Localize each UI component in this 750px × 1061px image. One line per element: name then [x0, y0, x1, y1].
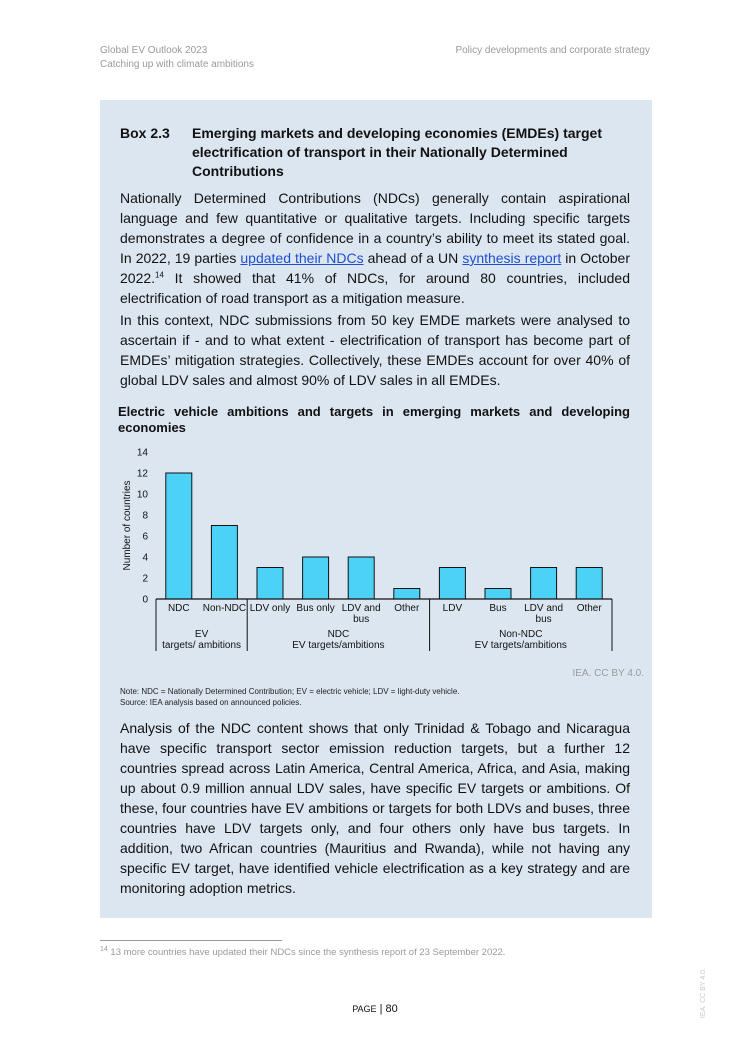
chapter-title: Catching up with climate ambitions	[100, 59, 254, 70]
side-license: IEA. CC BY 4.0.	[700, 968, 707, 1019]
updated-ndcs-link[interactable]: updated their NDCs	[240, 250, 364, 266]
y-axis-title: Number of countries	[122, 480, 133, 571]
running-header-left	[100, 44, 254, 72]
y-tick-label: 14	[136, 447, 148, 459]
bar	[211, 526, 237, 600]
footnote-ref[interactable]: 14	[155, 270, 164, 280]
chart-note	[120, 686, 630, 708]
bar	[303, 557, 329, 599]
x-tick-label: LDV and bus	[524, 603, 564, 625]
source-line: Source: IEA analysis based on announced policies.	[120, 698, 302, 707]
x-tick-label: Other	[576, 603, 602, 614]
bar	[485, 589, 511, 600]
paragraph-2: In this context, NDC submissions from 50 key EMDE markets were analysed to ascertain if - and to what extent - electrification of transport has become part of EMDEs’ mitigation strategies. Collectively, these EMDEs account for over 40% of global LDV sales and almost 90% of LDV sales in all EMDEs.	[120, 312, 630, 388]
paragraph-text: It showed that 41% of NDCs, for around 80 countries, included electrification of road transport as a mitigation measure.	[120, 270, 630, 306]
box-number: Box 2.3	[120, 125, 170, 141]
chart-title: Electric vehicle ambitions and targets in emerging markets and developing economies	[118, 404, 630, 435]
x-tick-label: Non-NDC	[202, 603, 247, 614]
text-box	[100, 100, 652, 918]
paragraph-text: Nationally Determined Contributions (NDCs) generally contain aspirational language and few quantitative or qualitative targets. Including specific targets demonstrates a degree of confidence in a country’s ability to meet its stated goal. In 2022, 19 parties	[120, 190, 630, 266]
chart-credit: IEA. CC BY 4.0.	[572, 668, 644, 679]
bar	[439, 568, 465, 600]
bar-chart	[100, 100, 652, 670]
footnote-text: 13 more countries have updated their NDCs since the synthesis report of 23 September 2022.	[107, 947, 506, 958]
bar	[257, 568, 283, 600]
paragraph-3: Analysis of the NDC content shows that only Trinidad & Tobago and Nicaragua have specific transport sector emission reduction targets, but a further 12 countries spread across Latin America, Central America, Africa, and Asia, making up about 0.9 million annual LDV sales, have specific EV targets or ambitions. Of these, four countries have EV ambitions or targets for both LDVs and buses, three countries have LDV targets only, and four others only have bus targets. In addition, two African countries (Mauritius and Rwanda), while not having any specific EV target, have identified vehicle electrification as a key strategy and are monitoring adoption metrics.	[120, 720, 630, 896]
bar	[394, 589, 420, 600]
page-label: PAGE	[352, 1004, 377, 1014]
x-tick-label: LDV and bus	[341, 603, 381, 625]
group-label: EV targets/ ambitions	[162, 629, 242, 651]
x-tick-label: LDV	[442, 603, 463, 614]
bar	[531, 568, 557, 600]
report-title: Global EV Outlook 2023	[100, 45, 208, 56]
bar	[576, 568, 602, 600]
bar	[166, 473, 192, 599]
footnote-divider	[100, 940, 282, 941]
page-number: PAGE | 80	[352, 1003, 398, 1015]
note-line: Note: NDC = Nationally Determined Contribution; EV = electric vehicle; LDV = light-duty vehicle.	[120, 687, 460, 696]
page-value: 80	[385, 1003, 398, 1015]
running-header-right: Policy developments and corporate strategy	[455, 45, 650, 56]
y-tick-label: 8	[142, 510, 148, 522]
x-tick-label: NDC	[167, 603, 190, 614]
y-tick-label: 6	[142, 531, 148, 543]
y-tick-label: 2	[142, 573, 148, 585]
paragraph-text: ahead of a UN	[363, 250, 463, 266]
y-tick-label: 12	[136, 468, 148, 480]
x-tick-label: LDV only	[249, 603, 291, 614]
x-tick-label: Other	[394, 603, 420, 614]
group-label: Non-NDC EV targets/ambitions	[474, 629, 567, 651]
box-heading: Emerging markets and developing economies (EMDEs) target electrification of transport in their Nationally Determined Contributions	[192, 125, 602, 179]
synthesis-report-link[interactable]: synthesis report	[462, 250, 562, 266]
x-tick-label: Bus	[489, 603, 507, 614]
y-tick-label: 4	[142, 552, 148, 564]
footnote-number: 14	[100, 945, 108, 953]
bar	[348, 557, 374, 599]
paragraph-text: in October 2022.	[120, 250, 630, 286]
y-tick-label: 10	[136, 489, 148, 501]
y-tick-label: 0	[142, 594, 148, 606]
footnote	[100, 947, 505, 958]
x-tick-label: Bus only	[296, 603, 335, 614]
group-label: NDC EV targets/ambitions	[292, 629, 385, 651]
